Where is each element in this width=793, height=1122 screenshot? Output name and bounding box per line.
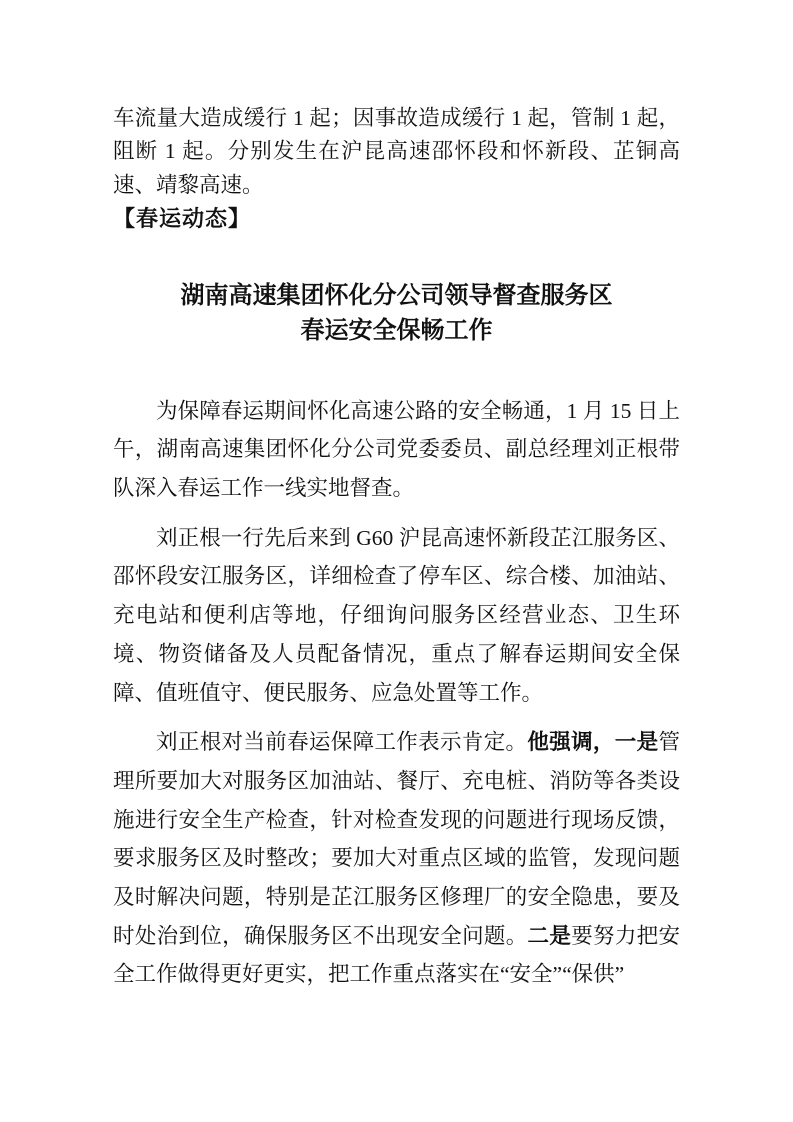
page-content: [113, 102, 680, 994]
text-run: 要努力把安全工作做得更好更实，把工作重点落实在“安全”“保供”: [113, 923, 680, 987]
article-title-line2: 春运安全保畅工作: [300, 316, 493, 344]
text-run: 管理所要加大对服务区加油站、餐厅、充电桩、消防等各类设施进行安全生产检查，针对检查发现的问题进行现场反馈，要求服务区及时整改；要加大对重点区域的监管，发现问题及时解决问题，特别是芷江服务区修理厂的安全隐患，要及时处治到位，确保服务区不出现安全问题。: [113, 730, 680, 948]
article-title: [113, 278, 680, 348]
text-run: 刘正根一行先后来到 G60 沪昆高速怀新段芷江服务区、邵怀段安江服务区，详细检查了停车区、综合楼、加油站、充电站和便利店等地，仔细询问服务区经营业态、卫生环境、物资储备及人员配备情况，重点了解春运期间安全保障、值班值守、便民服务、应急处置等工作。: [113, 525, 680, 705]
bold-emphasis: 二是: [527, 923, 572, 948]
bold-emphasis: 他强调，一是: [527, 730, 659, 755]
article-title-line1: 湖南高速集团怀化分公司领导督查服务区: [180, 281, 613, 309]
paragraph-3: [113, 723, 680, 994]
text-run: 为保障春运期间怀化高速公路的安全畅通，1 月 15 日上午，湖南高速集团怀化分公司党委委员、副总经理刘正根带队深入春运工作一线实地督查。: [113, 398, 680, 501]
paragraph-1: [113, 392, 680, 508]
section-header: 【春运动态】: [113, 206, 252, 232]
text-run: 刘正根对当前春运保障工作表示肯定。: [156, 730, 528, 755]
paragraph-2: [113, 519, 680, 713]
continuation-paragraph: 车流量大造成缓行 1 起；因事故造成缓行 1 起，管制 1 起，阻断 1 起。分别发生在沪昆高速邵怀段和怀新段、芷铜高速、靖黎高速。: [113, 106, 680, 197]
